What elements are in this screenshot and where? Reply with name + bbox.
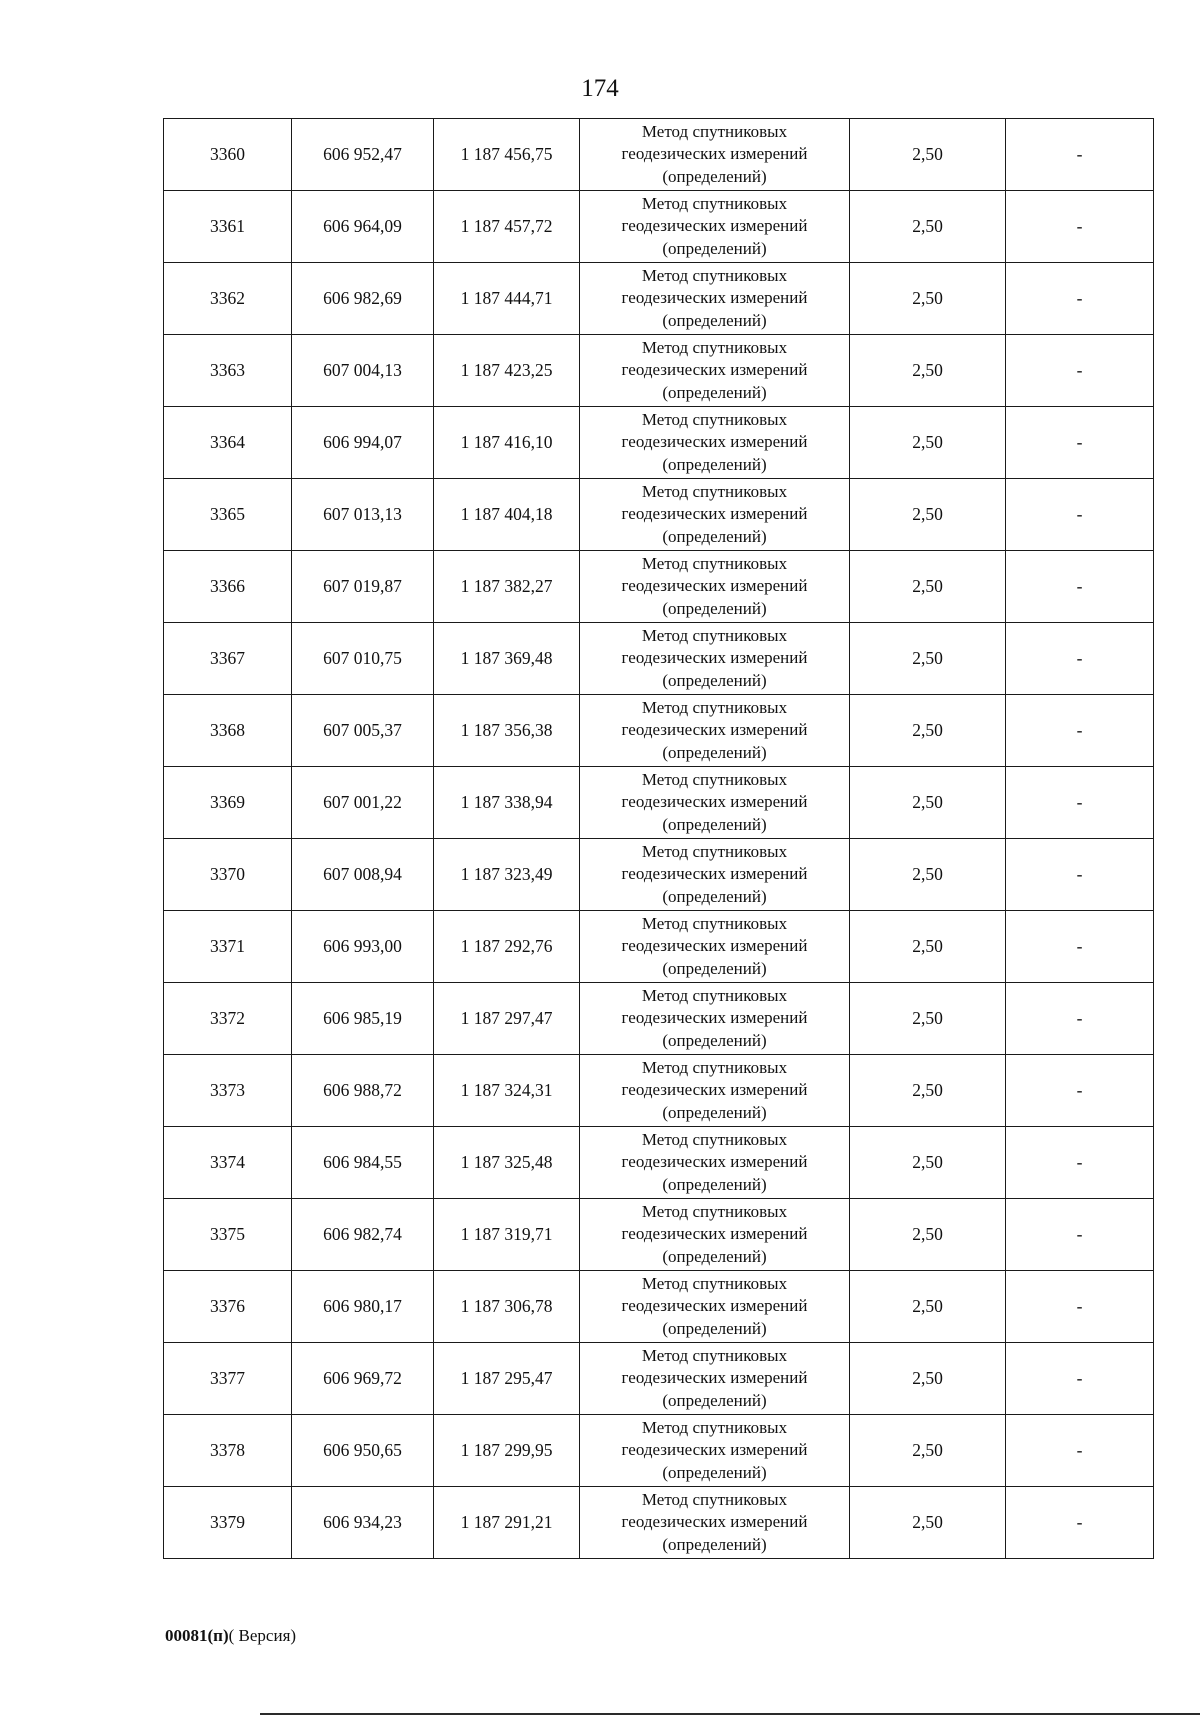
point-number-cell: 3373 <box>164 1055 292 1127</box>
method-cell <box>580 1055 850 1127</box>
method-text-line: (определений) <box>662 166 767 186</box>
point-number-cell: 3368 <box>164 695 292 767</box>
method-cell <box>580 911 850 983</box>
method-cell <box>580 119 850 191</box>
coordinates-table <box>163 118 1154 1559</box>
table-row <box>164 911 1154 983</box>
method-cell <box>580 983 850 1055</box>
method-text-line: геодезических измерений <box>621 288 808 308</box>
table-row <box>164 263 1154 335</box>
method-text-line: геодезических измерений <box>621 1224 808 1244</box>
point-number-cell: 3374 <box>164 1127 292 1199</box>
accuracy-cell: 2,50 <box>850 1055 1006 1127</box>
x-coordinate-cell: 606 950,65 <box>292 1415 434 1487</box>
method-cell <box>580 551 850 623</box>
y-coordinate-cell: 1 187 297,47 <box>434 983 580 1055</box>
note-cell: - <box>1006 551 1154 623</box>
y-coordinate-cell: 1 187 444,71 <box>434 263 580 335</box>
point-number-cell: 3365 <box>164 479 292 551</box>
method-text-line: геодезических измерений <box>621 504 808 524</box>
method-cell <box>580 1343 850 1415</box>
note-cell: - <box>1006 1199 1154 1271</box>
y-coordinate-cell: 1 187 369,48 <box>434 623 580 695</box>
method-text-line: Метод спутниковых <box>641 1273 788 1293</box>
x-coordinate-cell: 606 985,19 <box>292 983 434 1055</box>
accuracy-cell: 2,50 <box>850 407 1006 479</box>
accuracy-cell: 2,50 <box>850 1415 1006 1487</box>
method-cell <box>580 1127 850 1199</box>
document-version-footer <box>165 1625 296 1647</box>
y-coordinate-cell: 1 187 416,10 <box>434 407 580 479</box>
y-coordinate-cell: 1 187 456,75 <box>434 119 580 191</box>
accuracy-cell: 2,50 <box>850 983 1006 1055</box>
x-coordinate-cell: 606 964,09 <box>292 191 434 263</box>
y-coordinate-cell: 1 187 324,31 <box>434 1055 580 1127</box>
y-coordinate-cell: 1 187 325,48 <box>434 1127 580 1199</box>
method-cell <box>580 695 850 767</box>
y-coordinate-cell: 1 187 338,94 <box>434 767 580 839</box>
method-text-line: геодезических измерений <box>621 360 808 380</box>
accuracy-cell: 2,50 <box>850 839 1006 911</box>
method-text-line: Метод спутниковых <box>641 193 788 213</box>
x-coordinate-cell: 607 013,13 <box>292 479 434 551</box>
coordinates-table-body <box>164 119 1154 1559</box>
method-text-line: (определений) <box>662 1390 767 1410</box>
point-number-cell: 3363 <box>164 335 292 407</box>
document-version-label: ( Версия) <box>228 1626 297 1645</box>
method-text-line: геодезических измерений <box>621 1512 808 1532</box>
method-text-line: (определений) <box>662 598 767 618</box>
method-cell <box>580 1415 850 1487</box>
method-cell <box>580 623 850 695</box>
accuracy-cell: 2,50 <box>850 119 1006 191</box>
method-text-line: Метод спутниковых <box>641 121 788 141</box>
table-row <box>164 623 1154 695</box>
y-coordinate-cell: 1 187 423,25 <box>434 335 580 407</box>
method-cell <box>580 1271 850 1343</box>
x-coordinate-cell: 606 993,00 <box>292 911 434 983</box>
table-row <box>164 1415 1154 1487</box>
accuracy-cell: 2,50 <box>850 767 1006 839</box>
x-coordinate-cell: 606 982,69 <box>292 263 434 335</box>
method-text-line: (определений) <box>662 1534 767 1554</box>
x-coordinate-cell: 607 019,87 <box>292 551 434 623</box>
method-text-line: геодезических измерений <box>621 1152 808 1172</box>
accuracy-cell: 2,50 <box>850 263 1006 335</box>
x-coordinate-cell: 606 969,72 <box>292 1343 434 1415</box>
method-cell <box>580 407 850 479</box>
accuracy-cell: 2,50 <box>850 479 1006 551</box>
table-row <box>164 479 1154 551</box>
method-text-line: Метод спутниковых <box>641 1129 788 1149</box>
method-text-line: Метод спутниковых <box>641 841 788 861</box>
method-text-line: геодезических измерений <box>621 1440 808 1460</box>
method-text-line: Метод спутниковых <box>641 265 788 285</box>
note-cell: - <box>1006 1487 1154 1559</box>
y-coordinate-cell: 1 187 323,49 <box>434 839 580 911</box>
note-cell: - <box>1006 767 1154 839</box>
point-number-cell: 3375 <box>164 1199 292 1271</box>
method-text-line: геодезических измерений <box>621 1296 808 1316</box>
accuracy-cell: 2,50 <box>850 191 1006 263</box>
accuracy-cell: 2,50 <box>850 1343 1006 1415</box>
point-number-cell: 3372 <box>164 983 292 1055</box>
method-text-line: (определений) <box>662 742 767 762</box>
point-number-cell: 3364 <box>164 407 292 479</box>
table-row <box>164 695 1154 767</box>
y-coordinate-cell: 1 187 291,21 <box>434 1487 580 1559</box>
x-coordinate-cell: 607 008,94 <box>292 839 434 911</box>
accuracy-cell: 2,50 <box>850 1127 1006 1199</box>
x-coordinate-cell: 606 994,07 <box>292 407 434 479</box>
method-text-line: (определений) <box>662 1174 767 1194</box>
method-text-line: (определений) <box>662 526 767 546</box>
accuracy-cell: 2,50 <box>850 911 1006 983</box>
document-code: 00081(п) <box>165 1626 229 1645</box>
accuracy-cell: 2,50 <box>850 695 1006 767</box>
table-row <box>164 983 1154 1055</box>
method-text-line: геодезических измерений <box>621 576 808 596</box>
accuracy-cell: 2,50 <box>850 623 1006 695</box>
method-text-line: Метод спутниковых <box>641 337 788 357</box>
point-number-cell: 3366 <box>164 551 292 623</box>
note-cell: - <box>1006 1055 1154 1127</box>
page-number: 174 <box>581 75 619 102</box>
table-row <box>164 767 1154 839</box>
point-number-cell: 3369 <box>164 767 292 839</box>
note-cell: - <box>1006 839 1154 911</box>
method-cell <box>580 1487 850 1559</box>
method-text-line: геодезических измерений <box>621 216 808 236</box>
x-coordinate-cell: 606 952,47 <box>292 119 434 191</box>
method-text-line: геодезических измерений <box>621 144 808 164</box>
x-coordinate-cell: 607 010,75 <box>292 623 434 695</box>
y-coordinate-cell: 1 187 319,71 <box>434 1199 580 1271</box>
method-cell <box>580 479 850 551</box>
table-row <box>164 1343 1154 1415</box>
method-text-line: (определений) <box>662 814 767 834</box>
note-cell: - <box>1006 911 1154 983</box>
point-number-cell: 3370 <box>164 839 292 911</box>
method-text-line: геодезических измерений <box>621 1008 808 1028</box>
x-coordinate-cell: 606 984,55 <box>292 1127 434 1199</box>
method-cell <box>580 767 850 839</box>
method-text-line: Метод спутниковых <box>641 697 788 717</box>
y-coordinate-cell: 1 187 295,47 <box>434 1343 580 1415</box>
x-coordinate-cell: 607 001,22 <box>292 767 434 839</box>
note-cell: - <box>1006 623 1154 695</box>
point-number-cell: 3361 <box>164 191 292 263</box>
method-cell <box>580 1199 850 1271</box>
y-coordinate-cell: 1 187 356,38 <box>434 695 580 767</box>
table-row <box>164 407 1154 479</box>
method-text-line: Метод спутниковых <box>641 1417 788 1437</box>
table-row <box>164 1055 1154 1127</box>
method-text-line: (определений) <box>662 382 767 402</box>
method-text-line: Метод спутниковых <box>641 1057 788 1077</box>
method-text-line: Метод спутниковых <box>641 553 788 573</box>
point-number-cell: 3377 <box>164 1343 292 1415</box>
method-text-line: Метод спутниковых <box>641 409 788 429</box>
table-row <box>164 551 1154 623</box>
method-text-line: (определений) <box>662 886 767 906</box>
x-coordinate-cell: 606 982,74 <box>292 1199 434 1271</box>
note-cell: - <box>1006 407 1154 479</box>
method-text-line: Метод спутниковых <box>641 1345 788 1365</box>
note-cell: - <box>1006 983 1154 1055</box>
y-coordinate-cell: 1 187 299,95 <box>434 1415 580 1487</box>
note-cell: - <box>1006 335 1154 407</box>
table-row <box>164 119 1154 191</box>
method-cell <box>580 263 850 335</box>
table-row <box>164 335 1154 407</box>
method-text-line: геодезических измерений <box>621 432 808 452</box>
point-number-cell: 3362 <box>164 263 292 335</box>
x-coordinate-cell: 606 934,23 <box>292 1487 434 1559</box>
accuracy-cell: 2,50 <box>850 1487 1006 1559</box>
x-coordinate-cell: 607 004,13 <box>292 335 434 407</box>
method-text-line: (определений) <box>662 670 767 690</box>
x-coordinate-cell: 606 988,72 <box>292 1055 434 1127</box>
method-text-line: геодезических измерений <box>621 936 808 956</box>
table-row <box>164 839 1154 911</box>
point-number-cell: 3378 <box>164 1415 292 1487</box>
method-text-line: Метод спутниковых <box>641 625 788 645</box>
method-text-line: (определений) <box>662 454 767 474</box>
point-number-cell: 3367 <box>164 623 292 695</box>
table-row <box>164 1271 1154 1343</box>
accuracy-cell: 2,50 <box>850 335 1006 407</box>
method-text-line: (определений) <box>662 238 767 258</box>
note-cell: - <box>1006 695 1154 767</box>
method-text-line: (определений) <box>662 1462 767 1482</box>
method-text-line: Метод спутниковых <box>641 985 788 1005</box>
table-row <box>164 1487 1154 1559</box>
y-coordinate-cell: 1 187 457,72 <box>434 191 580 263</box>
method-text-line: геодезических измерений <box>621 1368 808 1388</box>
y-coordinate-cell: 1 187 382,27 <box>434 551 580 623</box>
method-cell <box>580 839 850 911</box>
point-number-cell: 3376 <box>164 1271 292 1343</box>
point-number-cell: 3371 <box>164 911 292 983</box>
method-text-line: Метод спутниковых <box>641 1201 788 1221</box>
note-cell: - <box>1006 119 1154 191</box>
method-text-line: (определений) <box>662 1318 767 1338</box>
method-text-line: геодезических измерений <box>621 1080 808 1100</box>
point-number-cell: 3379 <box>164 1487 292 1559</box>
note-cell: - <box>1006 1271 1154 1343</box>
note-cell: - <box>1006 191 1154 263</box>
accuracy-cell: 2,50 <box>850 551 1006 623</box>
method-cell <box>580 335 850 407</box>
method-cell <box>580 191 850 263</box>
x-coordinate-cell: 607 005,37 <box>292 695 434 767</box>
y-coordinate-cell: 1 187 404,18 <box>434 479 580 551</box>
method-text-line: геодезических измерений <box>621 864 808 884</box>
accuracy-cell: 2,50 <box>850 1271 1006 1343</box>
method-text-line: (определений) <box>662 1102 767 1122</box>
method-text-line: Метод спутниковых <box>641 913 788 933</box>
note-cell: - <box>1006 263 1154 335</box>
method-text-line: (определений) <box>662 1246 767 1266</box>
table-row <box>164 1127 1154 1199</box>
table-row <box>164 191 1154 263</box>
x-coordinate-cell: 606 980,17 <box>292 1271 434 1343</box>
table-row <box>164 1199 1154 1271</box>
accuracy-cell: 2,50 <box>850 1199 1006 1271</box>
note-cell: - <box>1006 479 1154 551</box>
note-cell: - <box>1006 1343 1154 1415</box>
method-text-line: геодезических измерений <box>621 792 808 812</box>
y-coordinate-cell: 1 187 306,78 <box>434 1271 580 1343</box>
method-text-line: Метод спутниковых <box>641 769 788 789</box>
method-text-line: Метод спутниковых <box>641 481 788 501</box>
note-cell: - <box>1006 1415 1154 1487</box>
method-text-line: геодезических измерений <box>621 720 808 740</box>
method-text-line: геодезических измерений <box>621 648 808 668</box>
method-text-line: (определений) <box>662 310 767 330</box>
point-number-cell: 3360 <box>164 119 292 191</box>
method-text-line: Метод спутниковых <box>641 1489 788 1509</box>
method-text-line: (определений) <box>662 1030 767 1050</box>
note-cell: - <box>1006 1127 1154 1199</box>
y-coordinate-cell: 1 187 292,76 <box>434 911 580 983</box>
method-text-line: (определений) <box>662 958 767 978</box>
